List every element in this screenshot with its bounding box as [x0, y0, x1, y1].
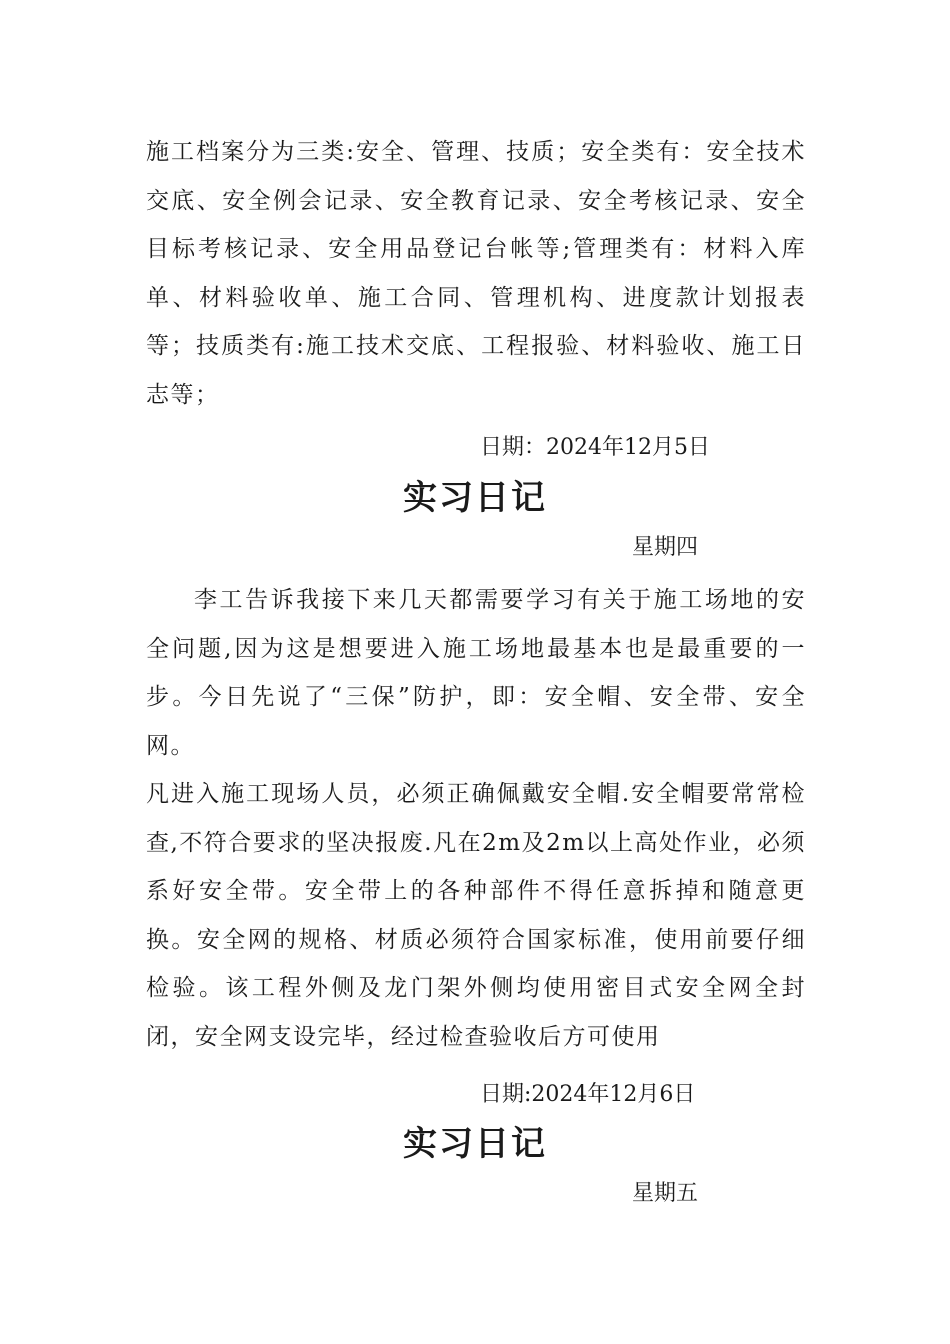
diary-weekday: 星期四: [632, 535, 699, 560]
diary-paragraph: 李工告诉我接下来几天都需要学习有关于施工场地的安全问题,因为这是想要进入施工场地最基本也是最重要的一步。今日先说了“三保”防护，即：安全帽、安全带、安全网。: [146, 587, 806, 759]
diary-paragraph: 施工档案分为三类:安全、管理、技质；安全类有：安全技术交底、安全例会记录、安全教育记录、安全考核记录、安全目标考核记录、安全用品登记台帐等;管理类有：材料入库单、材料验收单、施工合同、管理机构、进度款计划报表等；技质类有:施工技术交底、工程报验、材料验收、施工日志等；: [146, 139, 806, 408]
diary-date: 日期：2024年12月5日: [480, 435, 710, 460]
diary-paragraph: 凡进入施工现场人员，必须正确佩戴安全帽.安全帽要常常检查,不符合要求的坚决报废.凡在2m及2m以上高处作业，必须系好安全带。安全带上的各种部件不得任意拆掉和随意更换。安全网的规格、材质必须符合国家标准，使用前要仔细检验。该工程外侧及龙门架外侧均使用密目式安全网全封闭，安全网支设完毕，经过检查验收后方可使用: [146, 781, 807, 1050]
diary-date: 日期:2024年12月6日: [480, 1082, 696, 1107]
diary-title: 实习日记: [403, 478, 547, 518]
diary-title: 实习日记: [403, 1124, 547, 1164]
diary-weekday: 星期五: [632, 1181, 699, 1206]
